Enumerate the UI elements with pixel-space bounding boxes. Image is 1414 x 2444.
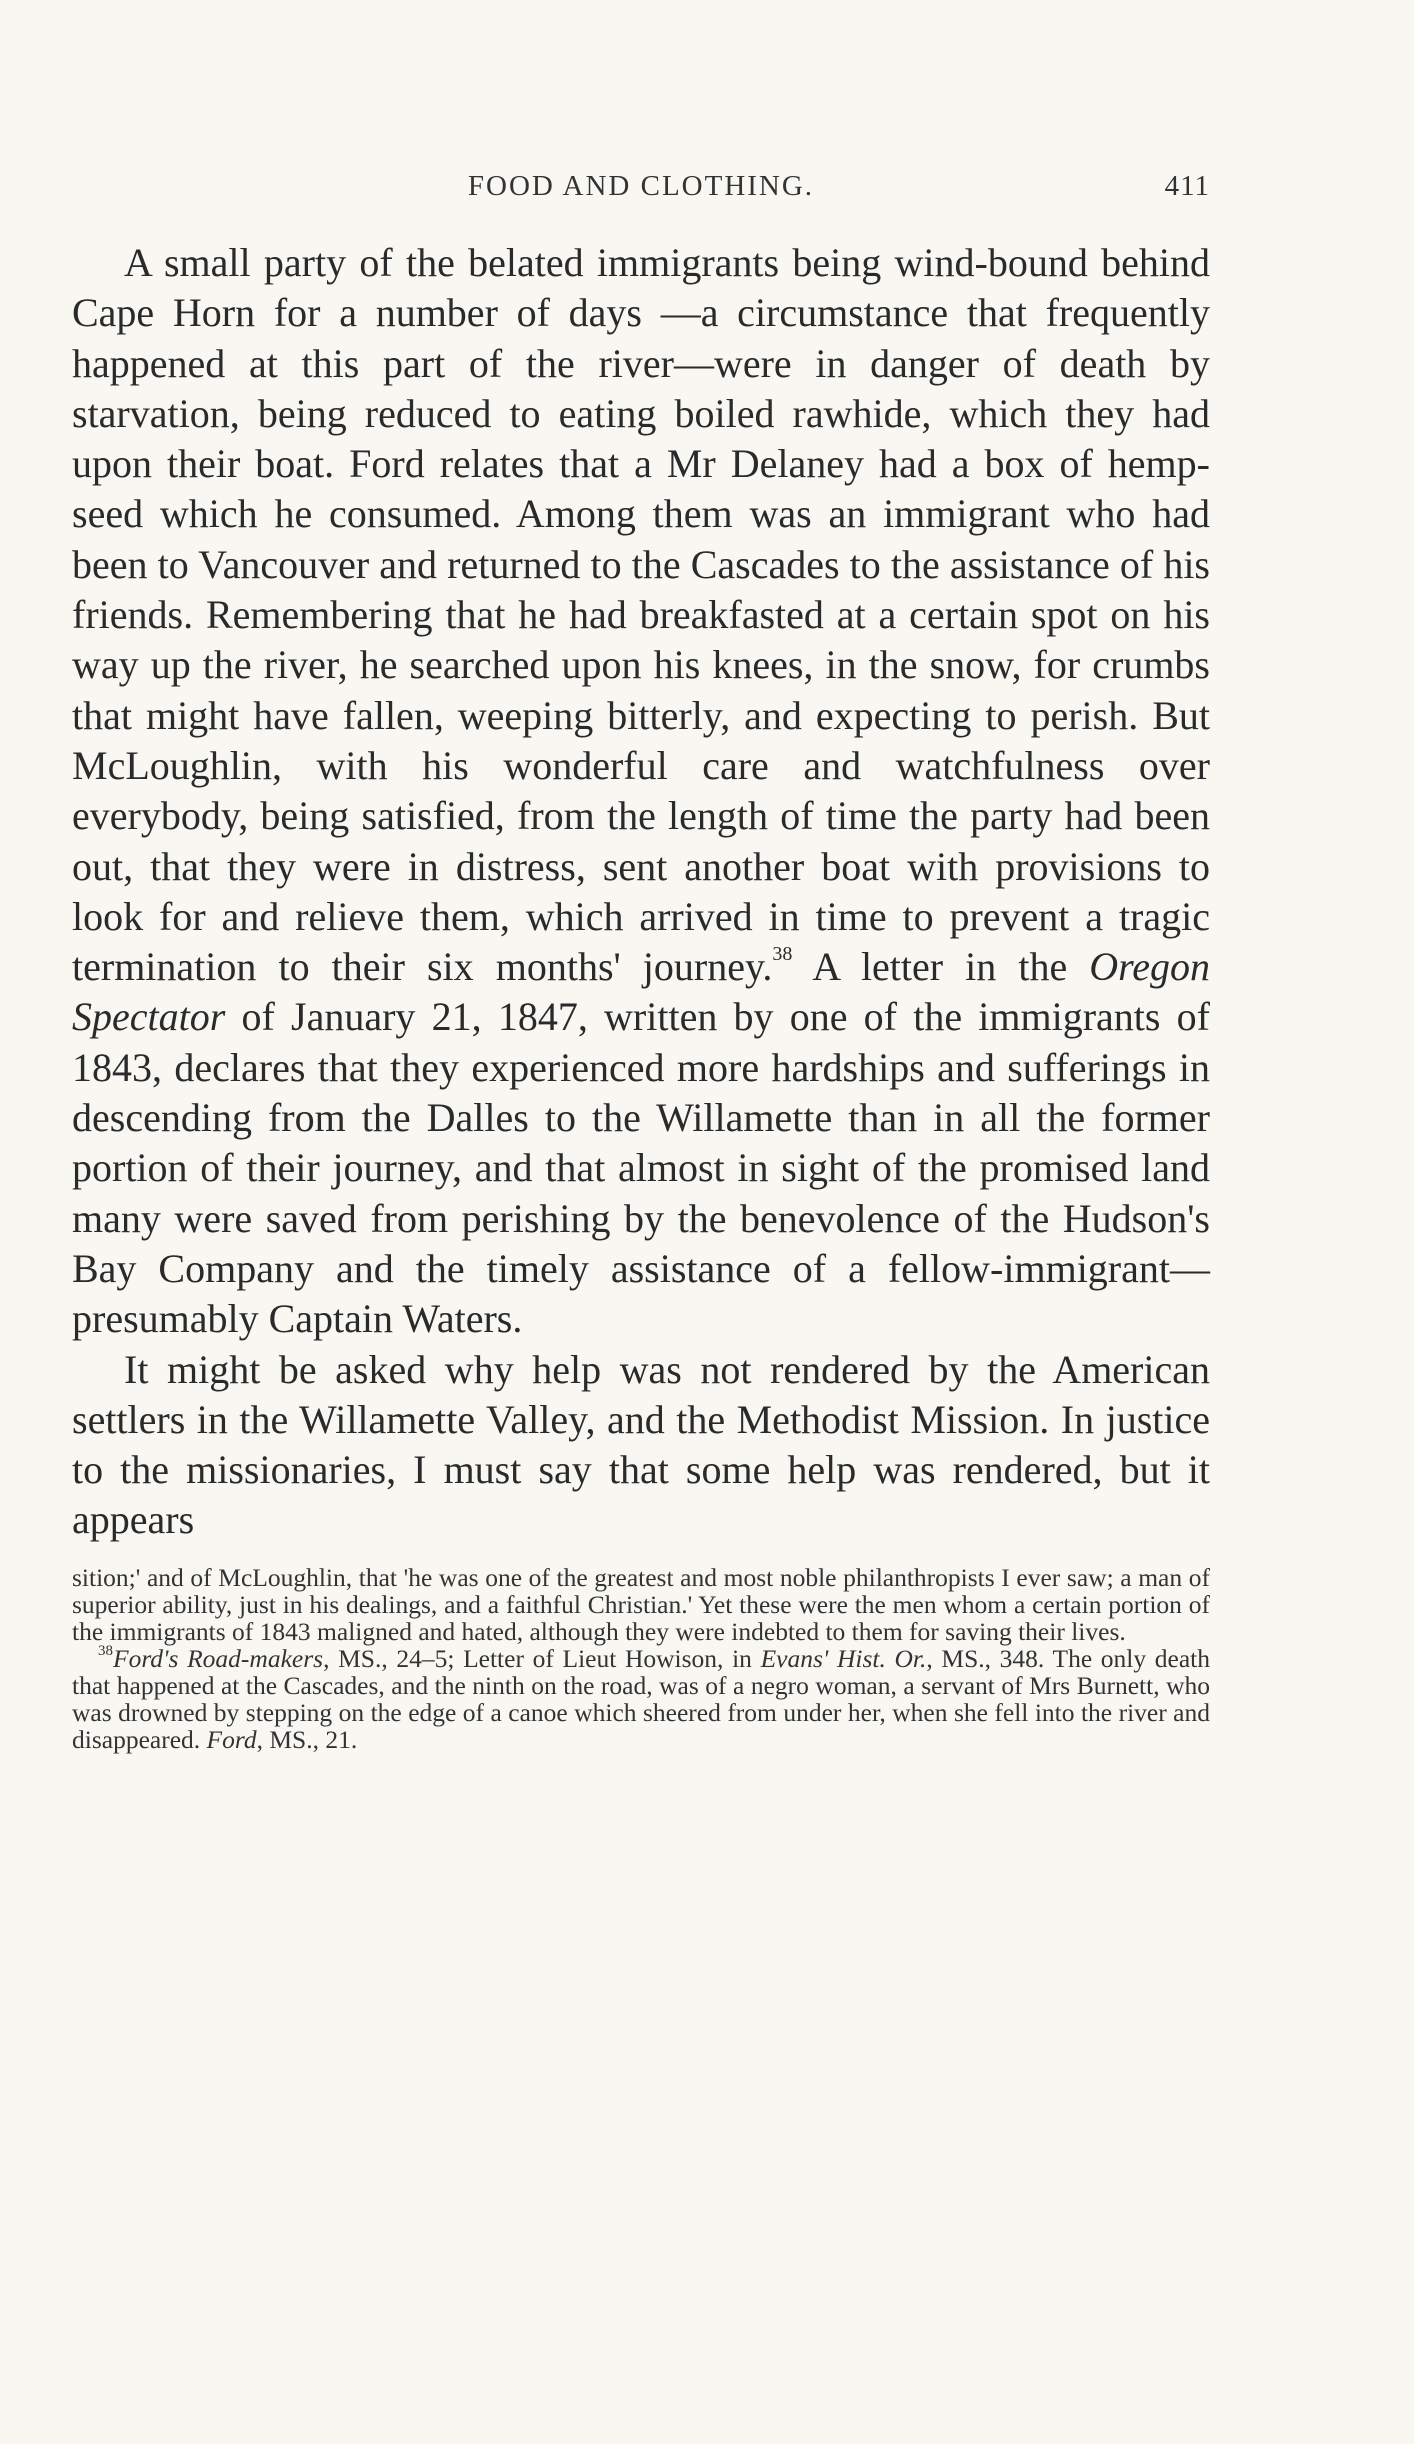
footnote-38-italic-a: Ford's Road-makers — [113, 1643, 324, 1673]
body-text — [72, 238, 1210, 1546]
paragraph-1-text-b: A letter in the — [792, 944, 1090, 990]
footnote-reference-38: 38 — [772, 943, 793, 966]
footnote-38-italic-c: Ford — [206, 1724, 257, 1754]
footnote-38-text-a: , MS., 24–5; Letter of Lieut Howison, in — [323, 1643, 761, 1673]
paragraph-2: It might be asked why help was not rendered by the American settlers in the Willamette Valley, and the Methodist Mission. In justice to the missionaries, I must say that some help was rendered, but it appears — [72, 1346, 1210, 1543]
paragraph-1-text-c: of January 21, 1847, written by one of the immigrants of 1843, declares that they experienced more hardships and sufferings in descending from the Dalles to the Willamette than in all the former portion of their journey, and that almost in sight of the promised land many were saved from perishing by the benevolence of the Hudson's Bay Company and the timely assistance of a fellow-immigrant—presumably Captain Waters. — [72, 994, 1210, 1342]
running-head-title: FOOD AND CLOTHING. — [467, 170, 815, 202]
footnote-38-text-b: , MS., 348. The only death that happened at the Cascades, and the ninth on the road, was of a negro woman, a servant of Mrs Burnett, who was drowned by stepping on the edge of a canoe which sheered from under her, when she fell into the river and disappeared. — [72, 1643, 1210, 1754]
footnote-38-marker: 38 — [98, 1642, 113, 1659]
footnote-38-italic-b: Evans' Hist. Or. — [760, 1643, 927, 1673]
book-page — [72, 150, 1210, 1753]
footnote-continuation: sition;' and of McLoughlin, that 'he was one of the greatest and most noble philanthropists I ever saw; a man of superior ability, just in his dealings, and a faithful Christian.' Yet these were the men whom a certain portion of the immigrants of 1843 maligned and hated, although they were indebted to them for saving their lives. — [72, 1562, 1210, 1646]
paragraph-1 — [72, 238, 1210, 1345]
footnote-38 — [72, 1642, 1210, 1754]
running-head — [72, 150, 1210, 200]
page-number: 411 — [1164, 170, 1210, 202]
paragraph-1-newspaper-title: Oregon Spectator — [72, 944, 1210, 1040]
footnote-38-text-c: , MS., 21. — [256, 1724, 358, 1754]
footnotes — [72, 1564, 1210, 1753]
paragraph-1-text-a: A small party of the belated immigrants being wind-bound behind Cape Horn for a number of days —a circumstance that frequently happened at this part of the river—were in danger of death by starvation, being reduced to eating boiled rawhide, which they had upon their boat. Ford relates that a Mr Delaney had a box of hemp-seed which he consumed. Among them was an immigrant who had been to Vancouver and returned to the Cascades to the assistance of his friends. Remembering that he had breakfasted at a certain spot on his way up the river, he searched upon his knees, in the snow, for crumbs that might have fallen, weeping bitterly, and expecting to perish. But McLoughlin, with his wonderful care and watchfulness over everybody, being satisfied, from the length of time the party had been out, that they were in distress, sent another boat with provisions to look for and relieve them, which arrived in time to prevent a tragic termination to their six months' journey. — [72, 240, 1210, 990]
